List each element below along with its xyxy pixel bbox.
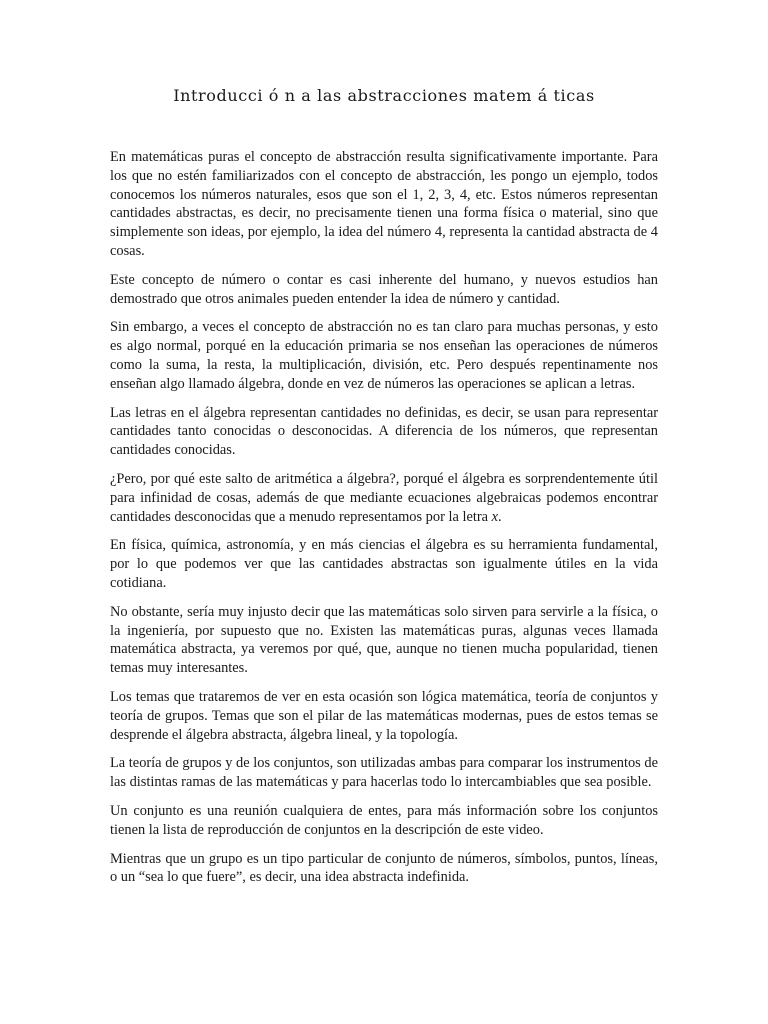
paragraph-temas: Los temas que trataremos de ver en esta ocasión son lógica matemática, teoría de conjuntos y teoría de grupos. Temas que son el pilar de las matemáticas modernas, pues de estos temas se desprende el álgebra abstracta, álgebra lineal, y la topología. bbox=[110, 688, 658, 743]
paragraph-numero-contar: Este concepto de número o contar es casi inherente del humano, y nuevos estudios han demostrado que otros animales pueden entender la idea de número y cantidad. bbox=[110, 271, 658, 307]
document-title: Introducci ó n a las abstracciones matem á ticas bbox=[173, 86, 595, 105]
paragraph-abstraccion-intro: En matemáticas puras el concepto de abstracción resulta significativamente importante. Para los que no estén familiarizados con el concepto de abstracción, les pongo un ejemplo, todos conocemos los números naturales, esos que son el 1, 2, 3, 4, etc. Estos números representan cantidades abstractas, es decir, no precisamente tienen una forma física o material, sino que simplemente son ideas, por ejemplo, la idea del número 4, representa la cantidad abstracta de 4 cosas. bbox=[110, 149, 658, 259]
paragraph-no-obstante: No obstante, sería muy injusto decir que las matemáticas solo sirven para servirle a la física, o la ingeniería, por supuesto que no. Existen las matemáticas puras, algunas veces llamada matemática abstracta, ya veremos por qué, que, aunque no tienen mucha popularidad, tienen temas muy interesantes. bbox=[110, 603, 658, 677]
paragraph-letras-algebra: Las letras en el álgebra representan cantidades no definidas, es decir, se usan para representar cantidades tanto conocidas o desconocidas. A diferencia de los números, que representan cantidades conocidas. bbox=[110, 404, 658, 459]
paragraph-salto-aritmetica: ¿Pero, por qué este salto de aritmética a álgebra?, porqué el álgebra es sorprendentemente útil para infinidad de cosas, además de que mediante ecuaciones algebraicas podemos encontrar cantidades desconocidas que a menudo representamos por la letra x. bbox=[110, 470, 658, 525]
paragraph-conjunto: Un conjunto es una reunión cualquiera de entes, para más información sobre los conjuntos tienen la lista de reproducción de conjuntos en la descripción de este video. bbox=[110, 802, 658, 838]
paragraph-sin-embargo: Sin embargo, a veces el concepto de abstracción no es tan claro para muchas personas, y esto es algo normal, porqué en la educación primaria se nos enseñan las operaciones de números como la suma, la resta, la multiplicación, división, etc. Pero después repentinamente nos enseñan algo llamado álgebra, donde en vez de números las operaciones se aplican a letras. bbox=[110, 319, 658, 392]
paragraph-ciencias: En física, química, astronomía, y en más ciencias el álgebra es su herramienta fundamental, por lo que podemos ver que las cantidades abstractas son igualmente útiles en la vida cotidiana. bbox=[110, 537, 658, 591]
variable-x: x bbox=[491, 508, 498, 525]
paragraph-grupo: Mientras que un grupo es un tipo particular de conjunto de números, símbolos, puntos, líneas, o un “sea lo que fuere”, es decir, una idea abstracta indefinida. bbox=[110, 850, 658, 886]
paragraph-teoria-grupos: La teoría de grupos y de los conjuntos, son utilizadas ambas para comparar los instrumentos de las distintas ramas de las matemáticas y para hacerlas todo lo intercambiables que sea posible. bbox=[110, 755, 658, 791]
document-body bbox=[110, 148, 658, 897]
